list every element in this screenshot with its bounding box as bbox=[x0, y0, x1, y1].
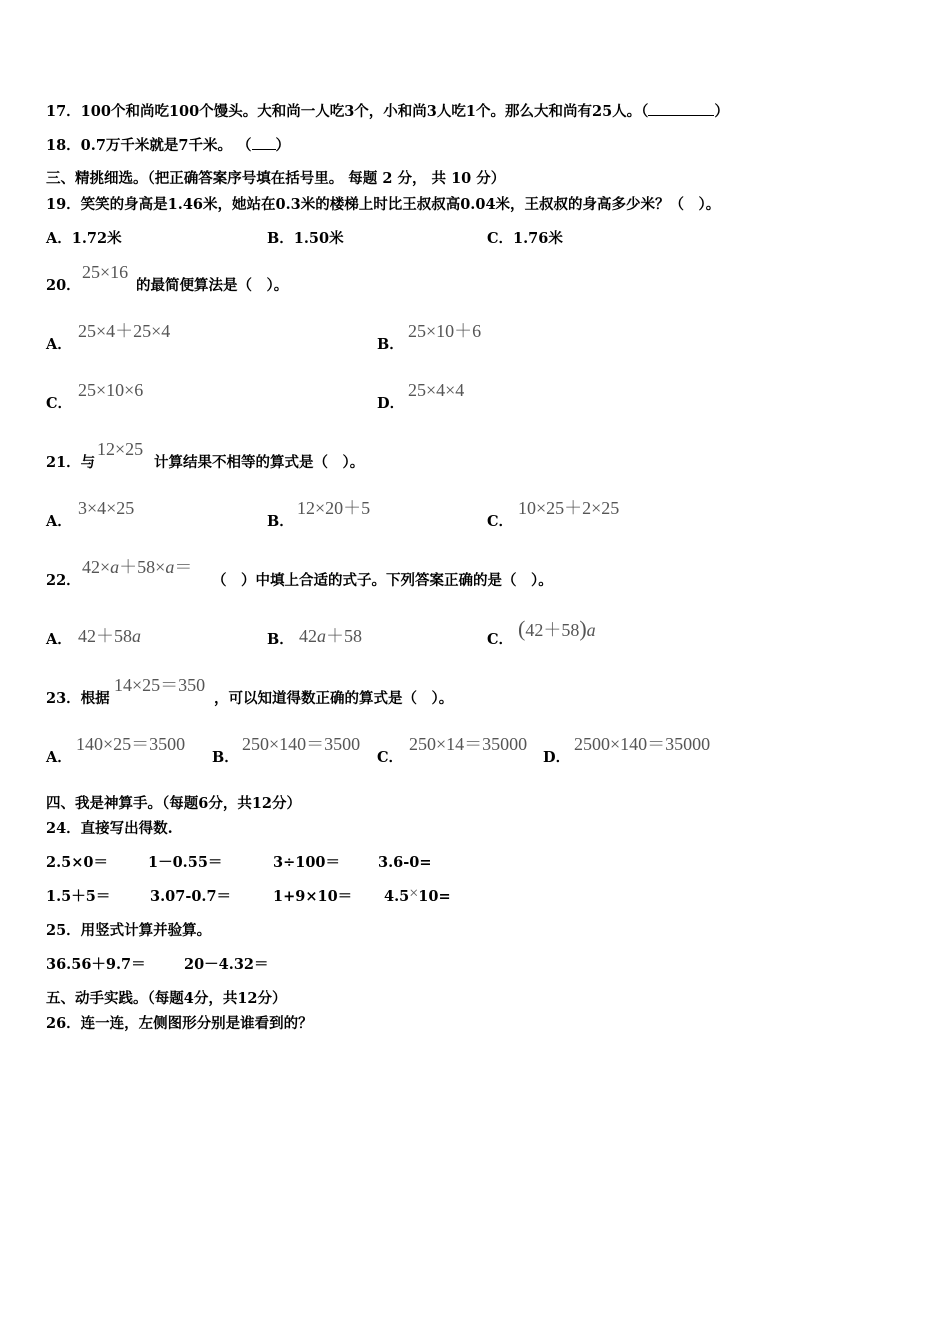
question-17-text: 17．100个和尚吃100个馒头。大和尚一人吃3个，小和尚3人吃1个。那么大和尚有25人。（ bbox=[46, 103, 649, 120]
q23-option-b-expr[interactable]: 250×140＝3500 bbox=[242, 734, 361, 754]
q22-option-a-label[interactable]: A． bbox=[46, 631, 72, 648]
question-20-text: 的最简便算法是（ ）。 bbox=[136, 277, 289, 294]
q24-item-6: 3.07-0.7＝ bbox=[150, 888, 232, 905]
answer-blank-18[interactable] bbox=[252, 135, 276, 150]
q21-option-c-expr[interactable]: 10×25＋2×25 bbox=[518, 498, 620, 518]
times-sign: × bbox=[409, 885, 419, 902]
question-21-text: 计算结果不相等的算式是（ ）。 bbox=[154, 454, 365, 471]
question-25-text: 25．用竖式计算并验算。 bbox=[46, 922, 212, 939]
q24-item-8-tail: 10= bbox=[418, 888, 451, 905]
q24-item-3: 3÷100＝ bbox=[273, 854, 341, 871]
q21-expression: 12×25 bbox=[97, 439, 144, 459]
q24-item-8-number: 4.5 bbox=[384, 888, 410, 905]
answer-blank-17[interactable] bbox=[648, 101, 714, 116]
q21-option-c-label[interactable]: C． bbox=[487, 513, 514, 530]
q22-option-c-expr[interactable]: (42＋58)a bbox=[518, 616, 596, 641]
section-4-heading: 四、我是神算手。（每题6分，共12分） bbox=[46, 795, 302, 812]
q22-option-b-label[interactable]: B． bbox=[267, 631, 294, 648]
q20-option-b-label[interactable]: B． bbox=[377, 336, 404, 353]
question-20-number: 20． bbox=[46, 277, 81, 294]
q23-option-a-expr[interactable]: 140×25＝3500 bbox=[76, 734, 186, 754]
question-22-number: 22． bbox=[46, 572, 81, 589]
q25-item-1: 36.56＋9.7＝ bbox=[46, 956, 146, 973]
q20-option-d-label[interactable]: D． bbox=[377, 395, 405, 412]
section-5-heading: 五、动手实践。（每题4分，共12分） bbox=[46, 990, 287, 1007]
q20-option-b-expr[interactable]: 25×10＋6 bbox=[408, 321, 482, 341]
q20-expression: 25×16 bbox=[82, 262, 129, 282]
question-23-text: ，可以知道得数正确的算式是（ ）。 bbox=[214, 690, 454, 707]
q21-option-b-expr[interactable]: 12×20＋5 bbox=[297, 498, 371, 518]
q22-option-c-label[interactable]: C． bbox=[487, 631, 514, 648]
question-22-text: （ ）中填上合适的式子。下列答案正确的是（ ）。 bbox=[212, 572, 553, 589]
section-3-heading: 三、精挑细选。（把正确答案序号填在括号里。 每题 2 分， 共 10 分） bbox=[46, 170, 506, 187]
q24-item-5: 1.5＋5＝ bbox=[46, 888, 111, 905]
question-24-text: 24．直接写出得数. bbox=[46, 820, 173, 837]
q24-item-7: 1+9×10＝ bbox=[273, 888, 353, 905]
q20-option-c-label[interactable]: C． bbox=[46, 395, 73, 412]
q21-option-b-label[interactable]: B． bbox=[267, 513, 294, 530]
q20-option-a-expr[interactable]: 25×4＋25×4 bbox=[78, 321, 171, 341]
q21-option-a-expr[interactable]: 3×4×25 bbox=[78, 498, 135, 518]
question-19-text: 19．笑笑的身高是1.46米，她站在0.3米的楼梯上时比王叔叔高0.04米，王叔叔的身高多少米？（ ）。 bbox=[46, 196, 721, 213]
question-26-text: 26．连一连，左侧图形分别是谁看到的？ bbox=[46, 1015, 313, 1032]
q21-option-a-label[interactable]: A． bbox=[46, 513, 72, 530]
q23-option-b-label[interactable]: B． bbox=[212, 749, 239, 766]
question-17-close: ） bbox=[714, 103, 729, 120]
q23-option-d-label[interactable]: D． bbox=[543, 749, 571, 766]
question-17 bbox=[46, 101, 729, 122]
q19-option-c[interactable]: C．1.76米 bbox=[487, 230, 563, 247]
question-21-number: 21．与 bbox=[46, 454, 96, 471]
question-18-close: ） bbox=[275, 137, 291, 154]
q22-option-a-expr[interactable]: 42＋58a bbox=[78, 626, 141, 646]
q23-expression: 14×25＝350 bbox=[114, 675, 206, 695]
q24-item-1: 2.5×0＝ bbox=[46, 854, 108, 871]
q22-option-b-expr[interactable]: 42a＋58 bbox=[299, 626, 362, 646]
q22-expression: 42×a＋58×a＝ bbox=[82, 557, 193, 577]
q20-option-c-expr[interactable]: 25×10×6 bbox=[78, 380, 144, 400]
question-18 bbox=[46, 135, 290, 156]
q19-option-a[interactable]: A．1.72米 bbox=[46, 230, 122, 247]
q24-item-8 bbox=[384, 887, 451, 907]
q23-option-c-expr[interactable]: 250×14＝35000 bbox=[409, 734, 528, 754]
q23-option-a-label[interactable]: A． bbox=[46, 749, 72, 766]
q19-option-b[interactable]: B．1.50米 bbox=[267, 230, 344, 247]
q24-item-4: 3.6-0= bbox=[378, 854, 432, 871]
q25-item-2: 20－4.32＝ bbox=[184, 956, 269, 973]
q24-item-2: 1－0.55＝ bbox=[148, 854, 223, 871]
question-18-text: 18．0.7万千米就是7千米。 （ bbox=[46, 137, 252, 154]
q23-option-c-label[interactable]: C． bbox=[377, 749, 404, 766]
q23-option-d-expr[interactable]: 2500×140＝35000 bbox=[574, 734, 711, 754]
q20-option-a-label[interactable]: A． bbox=[46, 336, 72, 353]
question-23-number: 23．根据 bbox=[46, 690, 110, 707]
q20-option-d-expr[interactable]: 25×4×4 bbox=[408, 380, 465, 400]
